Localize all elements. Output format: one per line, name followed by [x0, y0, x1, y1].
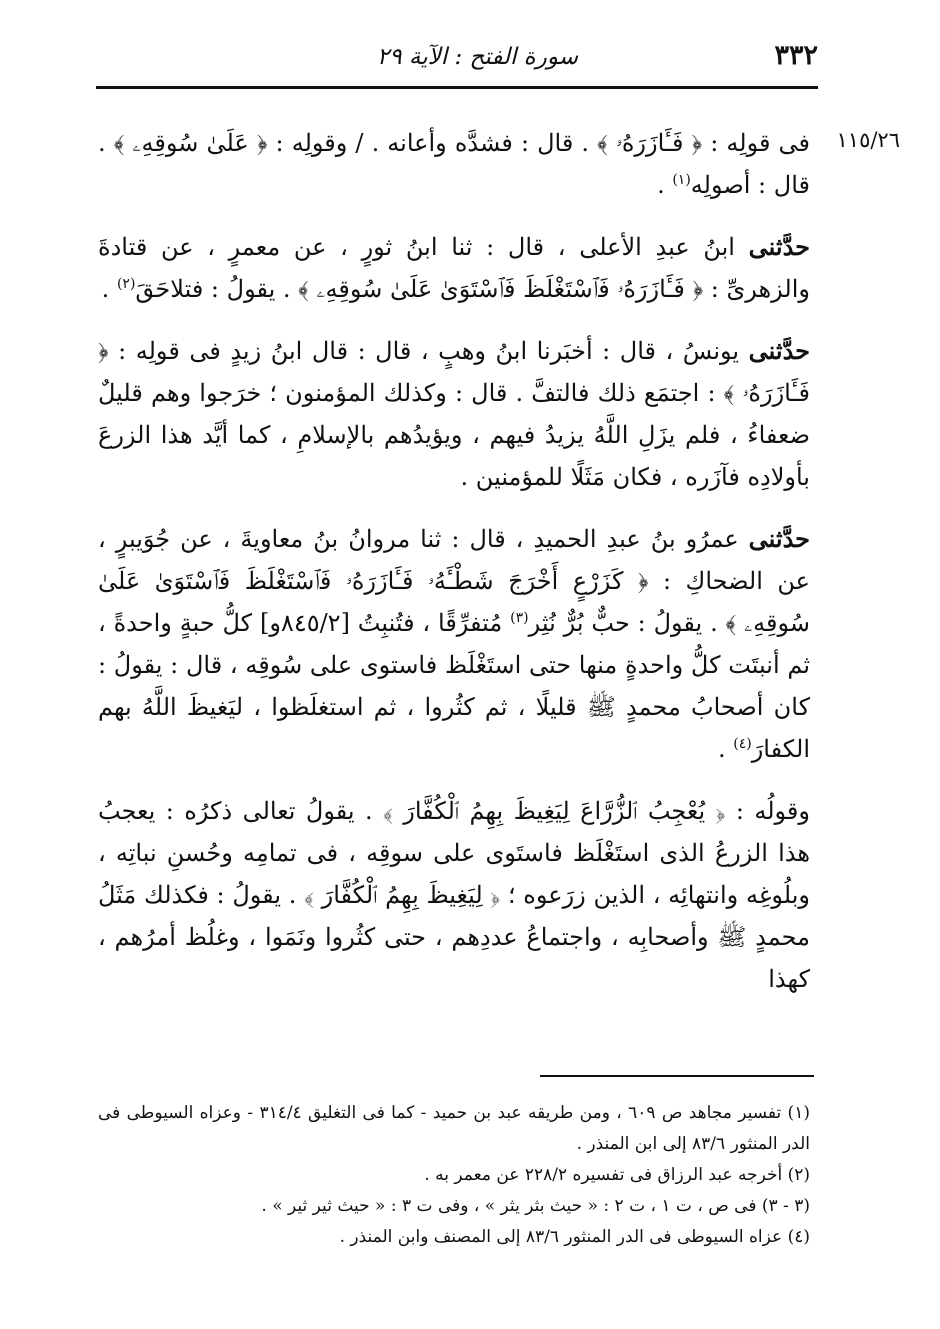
paragraph-text: وقولُه : ﴿ يُعْجِبُ ٱلزُّرَّاعَ لِيَغِيظَ بِهِمُ ٱلْكُفَّارَ ﴾ . يقولُ تعالى ذكرُه : يعجبُ هذا الزرعُ الذى استَغْلَظ فاستَوى على سوقِه ، فى تمامِه وحُسنِ نباتِه ، وبلُوغِه وانتهائِه ، الذين زرَعوه ؛ ﴿ لِيَغِيظَ بِهِمُ ٱلْكُفَّارَ ﴾ . يقولُ : فكذلك مَثَلُ محمدٍ ﷺ وأصحابِه ، واجتماعُ عددِهم ، حتى كثُروا ونَمَوا ، وغلُظ أمرُهم ، كهذا [98, 797, 810, 993]
footnote-rule [540, 1075, 814, 1077]
running-title: سورة الفتح : الآية ٢٩ [376, 44, 578, 70]
margin-reference: ١١٥/٢٦ [836, 128, 900, 152]
paragraph-tail: مُتفرِّقًا ، فتُنبِتُ [٨٤٥/٢و] كلُّ حبةٍ واحدةً ، ثم أنبتَت كلُّ واحدةٍ منها حتى استَغْلَظ فاستوى على سُوقِه ، قال : يقولُ : كان أصحابُ محمدٍ ﷺ قليلًا ، ثم كثُروا ، ثم استغلَظوا ، ليَغيظَ اللَّهُ بهم الكفارَ [98, 609, 811, 763]
footnote-4: (٤) عزاه السيوطى فى الدر المنثور ٨٣/٦ إلى المصنف وابن المنذر . [339, 1227, 810, 1247]
main-text [98, 122, 810, 1000]
footnote-ref-4: (٤) [733, 736, 752, 752]
footnote-3: (٣ - ٣) فى ص ، ت ١ ، ت ٢ : « حيث بثر يثر » ، وفى ت ٣ : « حيث ثير ثير » . [261, 1196, 810, 1216]
paragraph-2 [98, 226, 810, 310]
paragraph-1 [98, 122, 810, 206]
footnote-1: (١) تفسير مجاهد ص ٦٠٩ ، ومن طريقه عبد بن حميد - كما فى التغليق ٣١٤/٤ - وعزاه السيوطى فى الدر المنثور ٨٣/٦ إلى ابن المنذر . [98, 1103, 810, 1154]
header-rule [96, 86, 818, 89]
paragraph-tail: . [101, 275, 117, 303]
page-number: ٣٣٢ [774, 40, 818, 71]
footnote-ref-1: (١) [672, 172, 691, 188]
footnote-ref-2: (٢) [116, 276, 136, 292]
hadith-lead: حدَّثنى [748, 336, 810, 365]
paragraph-tail: . [657, 171, 673, 199]
paragraph-text: ابنُ عبدِ الأعلى ، قال : ثنا ابنُ ثورٍ ، عن معمرٍ ، عن قتادةَ والزهرىِّ : ﴿ فَـَٔازَرَهُۥ فَٱسْتَغْلَظَ فَٱسْتَوَىٰ عَلَىٰ سُوقِهِۦ ﴾ . يقولُ : فتلاحَقَ [98, 233, 810, 303]
footnote-2: (٢) أخرجه عبد الرزاق فى تفسيره ٢٢٨/٢ عن معمر به . [424, 1165, 810, 1185]
hadith-lead: حدَّثنى [748, 524, 810, 553]
paragraph-text: عمرُو بنُ عبدِ الحميدِ ، قال : ثنا مروانُ بنُ معاويةَ ، عن جُوَيبرٍ ، عن الضحاكِ : ﴿ كَزَرْعٍ أَخْرَجَ شَطْـَٔهُۥ فَـَٔازَرَهُۥ فَٱسْتَغْلَظَ فَٱسْتَوَىٰ عَلَىٰ سُوقِهِۦ ﴾ . يقولُ : حبٌّ بُرٌّ نُثِر [98, 525, 811, 637]
hadith-lead: حدَّثنى [748, 232, 810, 261]
paragraph-text: يونسُ ، قال : أخبَرنا ابنُ وهبٍ ، قال : قال ابنُ زيدٍ فى قولِه : ﴿ فَـَٔازَرَهُۥ ﴾ : اجتمَع ذلك فالتفَّ . قال : وكذلك المؤمنون ؛ خرَجوا وهم قليلٌ ضعفاءُ ، فلم يزَلِ اللَّهُ يزيدُ فيهم ، ويؤيدُهم بالإسلامِ ، كما أيَّد هذا الزرعَ بأولادِه فآزَره ، فكان مَثَلًا للمؤمنين . [98, 337, 810, 491]
paragraph-text: فى قولِه : ﴿ فَـَٔازَرَهُۥ ﴾ . قال : فشدَّه وأعانه . / وقولِه : ﴿ عَلَىٰ سُوقِهِۦ ﴾ . قال : أصولِه [98, 129, 810, 199]
paragraph-4 [98, 518, 810, 770]
footnotes [98, 1098, 810, 1253]
paragraph-3 [98, 330, 810, 498]
page-header [96, 40, 818, 84]
paragraph-5 [98, 790, 810, 1000]
footnote-ref-3: (٣) [510, 610, 529, 626]
paragraph-tail-2: . [717, 735, 734, 763]
